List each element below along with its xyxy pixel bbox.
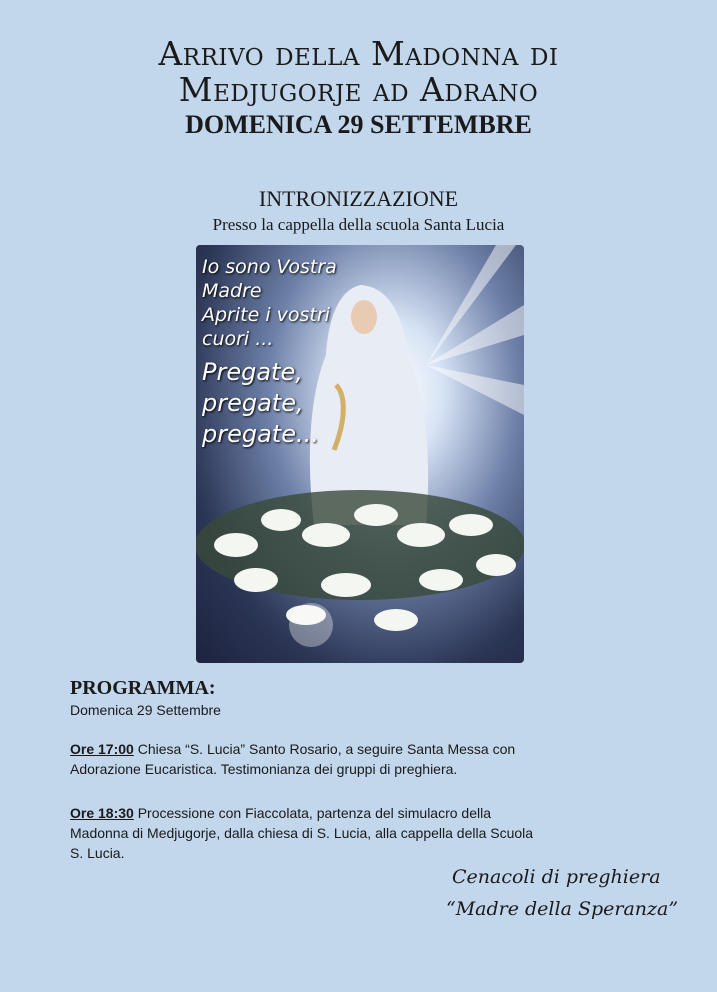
event-time: Ore 18:30 xyxy=(70,805,134,821)
lens-flare xyxy=(289,603,333,647)
event-description: Processione con Fiaccolata, partenza del simulacro della Madonna di Medjugorje, dalla chiesa di S. Lucia, alla cappella della Scuola S. Lucia. xyxy=(70,805,534,861)
light-rays xyxy=(426,245,524,415)
prayer-line: pregate, xyxy=(202,389,304,417)
program-title: PROGRAMMA: xyxy=(70,677,216,699)
program-event xyxy=(70,803,550,863)
event-date: DOMENICA 29 SETTEMBRE xyxy=(185,110,532,139)
location-text: Presso la cappella della scuola Santa Lucia xyxy=(212,215,505,234)
quote-line: Aprite i vostri xyxy=(202,304,330,326)
quote-line: cuori ... xyxy=(202,328,274,350)
signature-line-2: “Madre della Speranza” xyxy=(446,898,679,920)
prayer-line: Pregate, xyxy=(202,358,303,386)
signature-line-1: Cenacoli di preghiera xyxy=(452,866,661,888)
image-quote xyxy=(202,255,337,450)
madonna-image xyxy=(196,245,524,663)
event-time: Ore 17:00 xyxy=(70,741,134,757)
program-event xyxy=(70,739,550,779)
title-line-2: Medjugorje ad Adrano xyxy=(178,70,539,109)
program-date: Domenica 29 Settembre xyxy=(70,702,221,718)
prayer-line: pregate... xyxy=(202,420,319,448)
event-description: Chiesa “S. Lucia” Santo Rosario, a seguire Santa Messa con Adorazione Eucaristica. Testimonianza dei gruppi di preghiera. xyxy=(70,741,516,777)
statue-face xyxy=(351,300,377,334)
quote-line: Io sono Vostra xyxy=(202,256,337,278)
title-line-1: Arrivo della Madonna di xyxy=(158,34,559,73)
page-title xyxy=(0,36,717,108)
section-heading: INTRONIZZAZIONE xyxy=(258,186,459,211)
quote-line: Madre xyxy=(202,280,262,302)
